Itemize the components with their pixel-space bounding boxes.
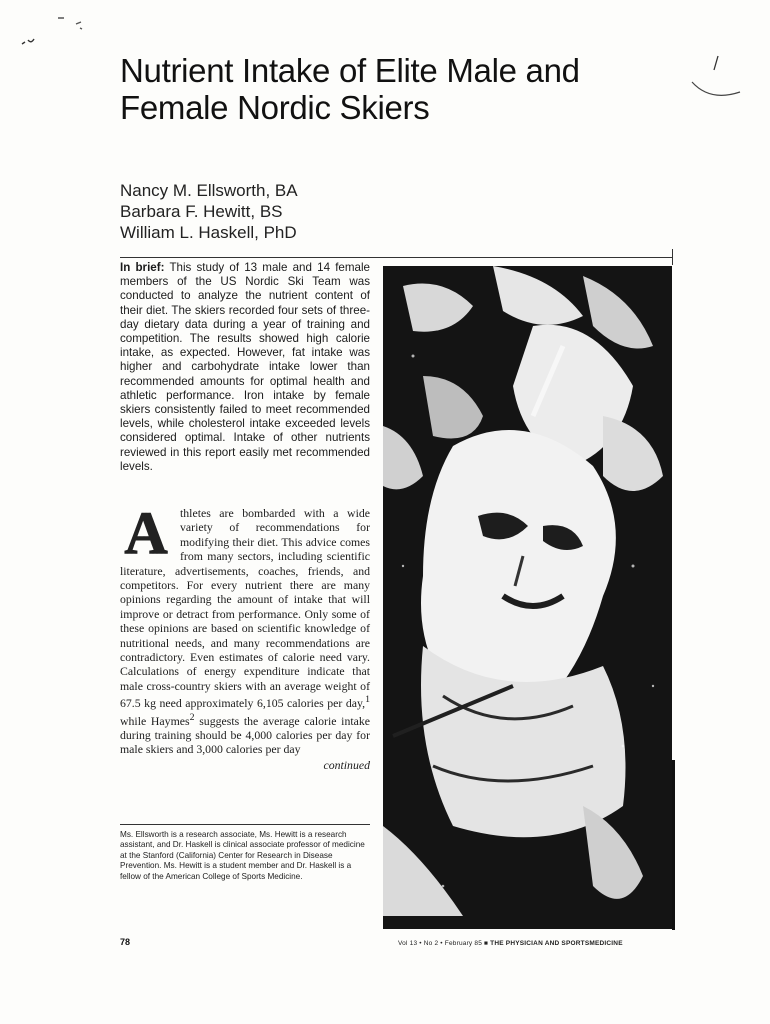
scan-mark-top-left — [18, 10, 88, 50]
footnote-rule — [120, 824, 370, 825]
reference-1: 1 — [365, 694, 370, 706]
body-text-3: suggests the average calorie intake during training should be 4,000 calories per day for male skiers and 3,000 calories per day — [120, 713, 370, 757]
photo-edge-mark — [672, 760, 675, 930]
author-2: Barbara F. Hewitt, BS — [120, 202, 283, 221]
page-number: 78 — [120, 937, 131, 947]
drop-cap: A — [120, 508, 172, 558]
article-body — [120, 500, 370, 772]
rule-tick — [672, 249, 673, 265]
issue-info: Vol 13 • No 2 • February 85 ■ — [398, 940, 491, 947]
skier-photo — [383, 266, 672, 929]
body-text-2: while Haymes — [120, 713, 190, 728]
abstract-text: This study of 13 male and 14 female members of the US Nordic Ski Team was conducted to analyze the nutrient content of their diet. The skiers recorded four sets of three-day dietary data during a year of training and competition. The results showed high calorie intake, as expected. However, fat intake was higher and carbohydrate intake lower than recommended amounts for optimal health and athletic performance. Iron intake by female skiers consistently failed to meet recommended levels, while cholesterol intake exceeded levels considered optimal. Intake of other nutrients reviewed in this report easily met recommended levels. — [120, 261, 370, 473]
reference-2: 2 — [189, 711, 195, 723]
author-1: Nancy M. Ellsworth, BA — [120, 181, 298, 200]
abstract — [120, 261, 370, 474]
abstract-label: In brief: — [120, 261, 165, 274]
header-rule — [120, 257, 672, 258]
running-footer — [398, 940, 623, 947]
photo-image — [383, 266, 672, 929]
publication-name: THE PHYSICIAN AND SPORTSMEDICINE — [490, 940, 623, 947]
author-footnote: Ms. Ellsworth is a research associate, Ms. Hewitt is a research assistant, and Dr. Haskell is clinical associate professor of medicine at the Stanford (California) Center for Research in Disease Prevention. Ms. Hewitt is a student member and Dr. Haskell is a fellow of the American College of Sports Medicine. — [120, 830, 365, 881]
author-list — [120, 180, 298, 243]
scan-mark-top-right — [688, 52, 748, 102]
continued-label: continued — [323, 757, 370, 772]
body-text: thletes are bombarded with a wide variety of recommendations for modifying their diet. This advice comes from many sectors, including scientific literature, advertisements, coaches, friends, and competitors. For every nutrient there are many opinions regarding the amount of intake that will improve or detract from performance. Only some of these opinions are based on scientific knowledge of nutritional needs, and many recommendations are contradictory. Even estimates of calorie need vary. Calculations of energy expenditure indicate that male cross-country skiers with an average weight of 67.5 kg need approximately 6,105 calories per day, — [120, 506, 370, 711]
article-title: Nutrient Intake of Elite Male and Female Nordic Skiers — [120, 52, 580, 126]
author-3: William L. Haskell, PhD — [120, 223, 297, 242]
